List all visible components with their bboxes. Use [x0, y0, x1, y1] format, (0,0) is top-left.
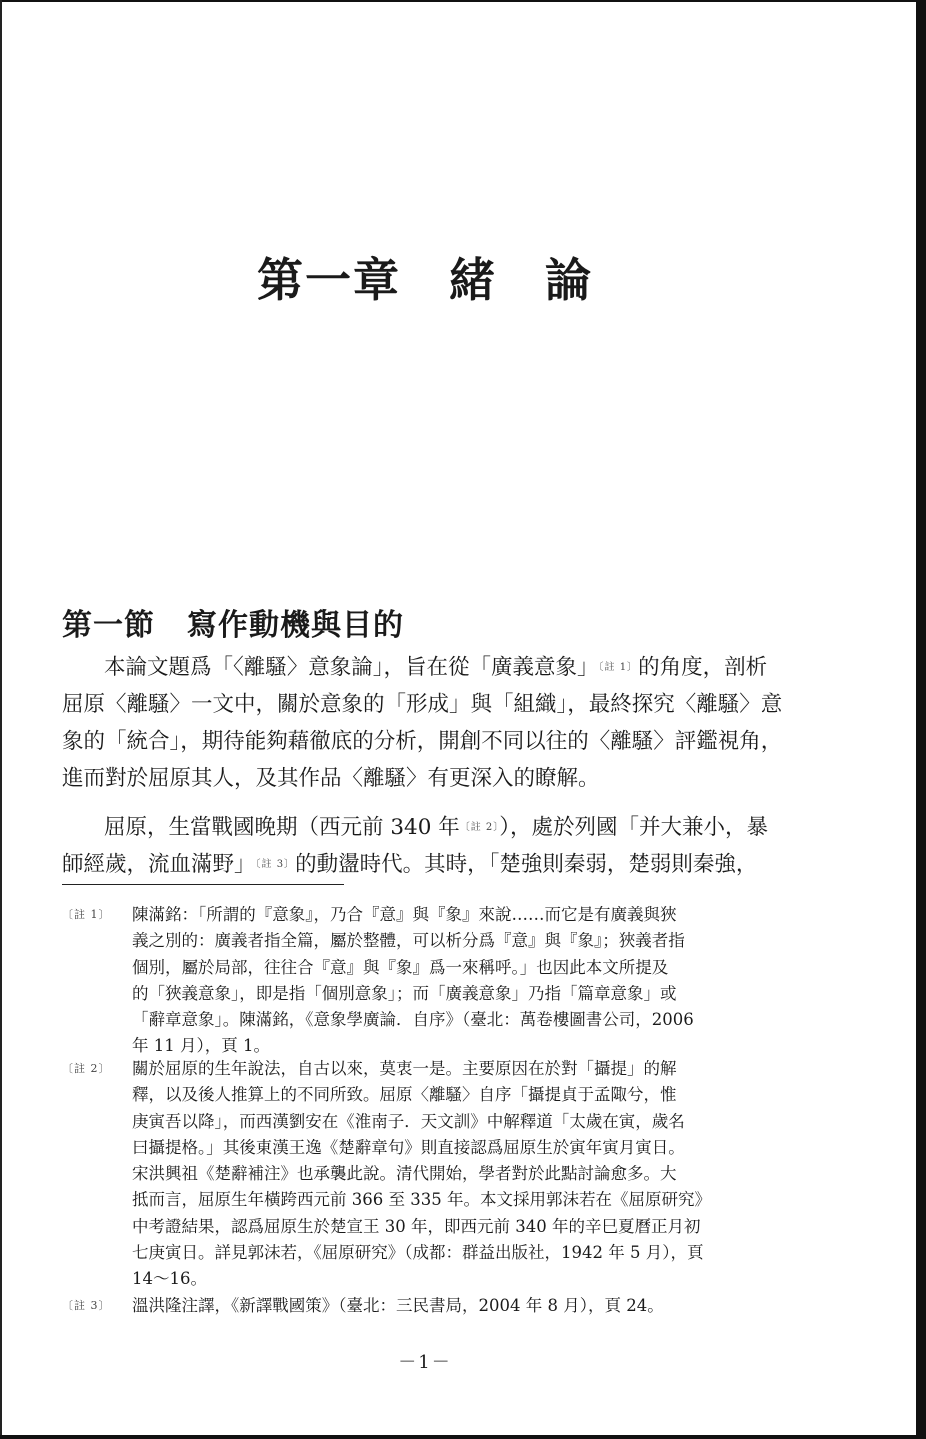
footnote-line: 義之別的：廣義者指全篇，屬於整體，可以析分爲『意』與『象』；狹義者指 [132, 931, 685, 951]
footnote-line: 庚寅吾以降」，而西漢劉安在《淮南子．天文訓》中解釋道「太歲在寅，歲名 [132, 1111, 685, 1131]
footnote-text [132, 1056, 802, 1293]
body-line-text: 屈原，生當戰國晚期（西元前 340 年 [104, 815, 460, 840]
body-line [62, 726, 792, 758]
body-line-text: 師經歲，流血滿野」 [62, 852, 256, 877]
footnote-line: 釋，以及後人推算上的不同所致。屈原〈離騷〉自序「攝提貞于孟陬兮，惟 [132, 1085, 677, 1105]
footnote-line: 溫洪隆注譯，《新譯戰國策》（臺北：三民書局，2004 年 8 月），頁 24。 [132, 1296, 664, 1315]
body-line-text: 屈原〈離騷〉一文中，關於意象的「形成」與「組織」，最終探究〈離騷〉意 [62, 692, 783, 717]
footnote-reference: 〔註 2〕 [459, 822, 500, 833]
footnote-line: 宋洪興祖《楚辭補注》也承襲此說。清代開始，學者對於此點討論愈多。大 [132, 1164, 677, 1184]
section-label: 第一節 [62, 608, 155, 643]
footnote-reference: 〔註 1〕 [598, 662, 639, 673]
footnote-line: 個別，屬於局部，往往合『意』與『象』爲一來稱呼。」也因此本文所提及 [132, 957, 669, 977]
scan-edge-top [0, 0, 926, 2]
body-line-text: 本論文題爲「〈離騷〉意象論」，旨在從「廣義意象」 [104, 655, 599, 680]
footnote-line: 中考證結果，認爲屈原生於楚宣王 30 年，即西元前 340 年的辛巳夏曆正月初 [132, 1216, 701, 1236]
footnote-line: 「辭章意象」。陳滿銘，《意象學廣論．自序》（臺北：萬卷樓圖書公司，2006 [132, 1010, 694, 1030]
footnote-text [132, 1293, 802, 1319]
chapter-name: 緒 論 [449, 253, 593, 307]
chapter-label: 第一章 [257, 253, 401, 307]
footnote-line: 年 11 月），頁 1。 [132, 1036, 270, 1056]
body-line [104, 652, 792, 684]
footnote-divider [62, 884, 344, 885]
footnote-line: 14～16。 [132, 1269, 207, 1289]
body-line-text: 進而對於屈原其人，及其作品〈離騷〉有更深入的瞭解。 [62, 766, 600, 791]
body-line-text: 的角度，剖析 [638, 655, 768, 680]
footnote-line: 陳滿銘：「所謂的『意象』，乃合『意』與『象』來說……而它是有廣義與狹 [132, 905, 677, 924]
footnote [62, 902, 802, 1060]
footnote [62, 1293, 802, 1319]
page-number: －1－ [398, 1352, 452, 1373]
scan-edge-bottom [0, 1435, 926, 1439]
footnote-mark: 〔註 1〕 [62, 908, 111, 921]
body-line [62, 849, 792, 881]
footnote-line: 曰攝提格。」其後東漢王逸《楚辭章句》則直接認爲屈原生於寅年寅月寅日。 [132, 1137, 685, 1157]
body-line [104, 812, 792, 844]
footnote-mark: 〔註 3〕 [62, 1299, 111, 1312]
body-line [62, 689, 792, 721]
footnote-line: 七庚寅日。詳見郭沫若，《屈原研究》（成都：群益出版社，1942 年 5 月），頁 [132, 1243, 704, 1263]
footnote-mark: 〔註 2〕 [62, 1062, 111, 1075]
footnote-line: 關於屈原的生年說法，自古以來，莫衷一是。主要原因在於對「攝提」的解 [132, 1059, 677, 1078]
section-title [62, 600, 404, 644]
body-line [62, 763, 792, 795]
footnote [62, 1056, 802, 1293]
body-line-text: 象的「統合」，期待能夠藉徹底的分析，開創不同以往的〈離騷〉評鑑視角， [62, 729, 783, 754]
footnote-text [132, 902, 802, 1060]
chapter-title [0, 244, 850, 310]
scan-edge-left [0, 0, 2, 1439]
section-name: 寫作動機與目的 [187, 608, 404, 643]
scan-edge-right [916, 0, 926, 1439]
footnote-line: 的「狹義意象」，即是指「個別意象」；而「廣義意象」乃指「篇章意象」或 [132, 983, 677, 1003]
body-line-text: ），處於列國「并大兼小，暴 [499, 815, 769, 840]
body-line-text: 的動盪時代。其時，「楚強則秦弱，楚弱則秦強， [295, 852, 758, 877]
footnote-line: 抵而言，屈原生年橫跨西元前 366 至 335 年。本文採用郭沫若在《屈原研究》 [132, 1190, 711, 1210]
footnote-reference: 〔註 3〕 [255, 859, 296, 870]
